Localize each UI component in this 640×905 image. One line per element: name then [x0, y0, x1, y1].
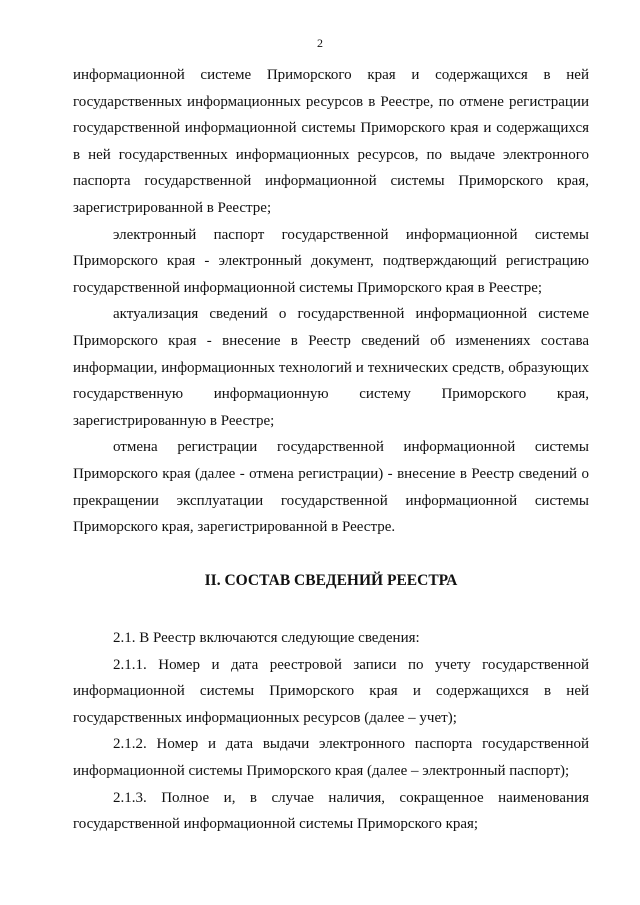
paragraph-continuation: информационной системе Приморского края и содержащихся в ней государственных информационных ресурсов в Реестре, по отмене регистрации государственной информационной системы Приморского края и содержащихся в ней государственных информационных ресурсов, по выдаче электронного паспорта государственной информационной системы Приморского края, зарегистрированной в Реестре;: [73, 67, 589, 216]
section-item-2-1: 2.1. В Реестр включаются следующие сведения:: [113, 630, 420, 646]
page-number: 2: [317, 36, 323, 50]
section-item-2-1-1: 2.1.1. Номер и дата реестровой записи по учету государственной информационной системы Приморского края и содержащихся в ней государственных информационных ресурсов (далее – учет);: [73, 656, 589, 726]
section-item-2-1-2: 2.1.2. Номер и дата выдачи электронного паспорта государственной информационной системы Приморского края (далее – электронный паспорт);: [73, 736, 589, 779]
paragraph-actualization: актуализация сведений о государственной информационной системе Приморского края - внесение в Реестр сведений об изменениях состава информации, информационных технологий и технических средств, образующих государственную информационную систему Приморского края, зарегистрированную в Реестре;: [73, 306, 589, 429]
section-heading: II. СОСТАВ СВЕДЕНИЙ РЕЕСТРА: [204, 572, 458, 589]
section-items: [73, 625, 589, 838]
paragraph-registration-cancel: отмена регистрации государственной информационной системы Приморского края (далее - отмена регистрации) - внесение в Реестр сведений о прекращении эксплуатации государственной информационной системы Приморского края, зарегистрированной в Реестре.: [73, 439, 589, 536]
definitions-block: [73, 62, 589, 541]
section-item-2-1-3: 2.1.3. Полное и, в случае наличия, сокращенное наименования государственной информационной системы Приморского края;: [73, 789, 589, 833]
paragraph-electronic-passport: электронный паспорт государственной информационной системы Приморского края - электронный документ, подтверждающий регистрацию государственной информационной системы Приморского края в Реестре;: [73, 226, 589, 296]
